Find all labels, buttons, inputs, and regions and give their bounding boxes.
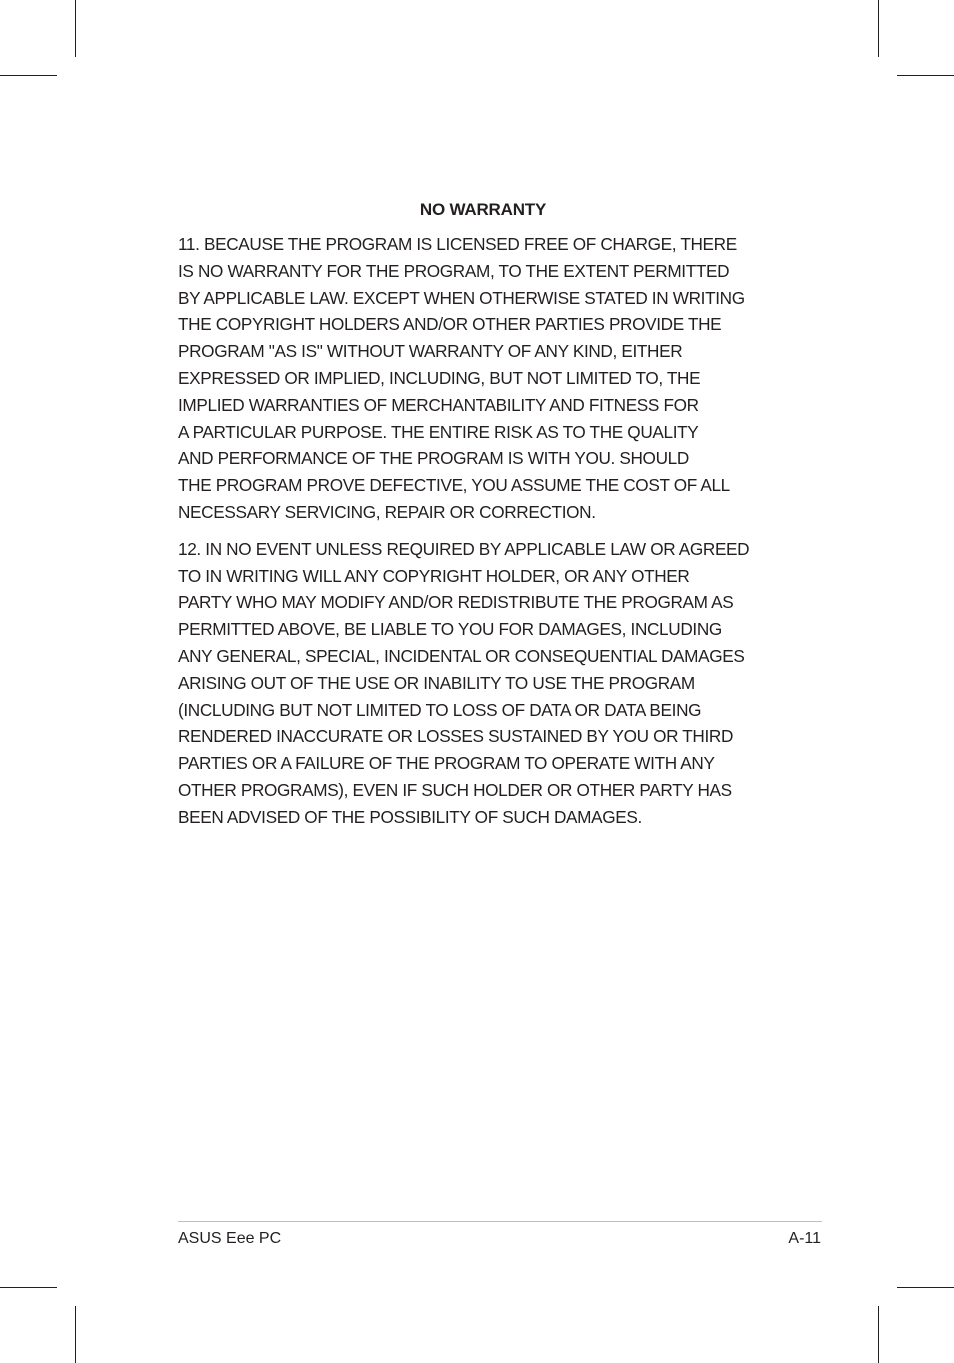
document-body	[178, 199, 788, 841]
paragraph-line: IMPLIED WARRANTIES OF MERCHANTABILITY AND FITNESS FOR	[178, 394, 699, 415]
crop-mark-top-left-vertical	[75, 0, 76, 57]
paragraph-line: A PARTICULAR PURPOSE. THE ENTIRE RISK AS TO THE QUALITY	[178, 421, 699, 442]
crop-mark-bottom-right-horizontal	[897, 1287, 954, 1288]
footer-page-number: A-11	[788, 1230, 821, 1247]
paragraph-line: PERMITTED ABOVE, BE LIABLE TO YOU FOR DAMAGES, INCLUDING	[178, 619, 722, 640]
paragraph-line: PARTIES OR A FAILURE OF THE PROGRAM TO OPERATE WITH ANY	[178, 753, 715, 774]
paragraph-line: OTHER PROGRAMS), EVEN IF SUCH HOLDER OR OTHER PARTY HAS	[178, 779, 732, 800]
footer-divider	[178, 1221, 822, 1222]
paragraph-line: PARTY WHO MAY MODIFY AND/OR REDISTRIBUTE THE PROGRAM AS	[178, 592, 734, 613]
paragraph-line: TO IN WRITING WILL ANY COPYRIGHT HOLDER, OR ANY OTHER	[178, 565, 690, 586]
paragraph-line: AND PERFORMANCE OF THE PROGRAM IS WITH YOU. SHOULD	[178, 448, 689, 469]
crop-mark-bottom-left-vertical	[75, 1306, 76, 1363]
paragraph-line: ANY GENERAL, SPECIAL, INCIDENTAL OR CONSEQUENTIAL DAMAGES	[178, 645, 745, 666]
paragraph-line: BEEN ADVISED OF THE POSSIBILITY OF SUCH DAMAGES.	[178, 806, 642, 827]
paragraph-line: EXPRESSED OR IMPLIED, INCLUDING, BUT NOT LIMITED TO, THE	[178, 367, 701, 388]
paragraph-line: THE PROGRAM PROVE DEFECTIVE, YOU ASSUME THE COST OF ALL	[178, 475, 730, 496]
crop-mark-top-right-vertical	[878, 0, 879, 57]
paragraph-line: IS NO WARRANTY FOR THE PROGRAM, TO THE EXTENT PERMITTED	[178, 260, 730, 281]
paragraph-11	[178, 231, 788, 526]
paragraph-line: (INCLUDING BUT NOT LIMITED TO LOSS OF DATA OR DATA BEING	[178, 699, 702, 720]
crop-mark-top-left-horizontal	[0, 75, 57, 76]
paragraph-line: RENDERED INACCURATE OR LOSSES SUSTAINED BY YOU OR THIRD	[178, 726, 734, 747]
paragraph-line: BY APPLICABLE LAW. EXCEPT WHEN OTHERWISE STATED IN WRITING	[178, 287, 745, 308]
paragraph-line: THE COPYRIGHT HOLDERS AND/OR OTHER PARTIES PROVIDE THE	[178, 314, 722, 335]
footer-product-name: ASUS Eee PC	[178, 1230, 282, 1247]
crop-mark-top-right-horizontal	[897, 75, 954, 76]
paragraph-12	[178, 536, 788, 831]
paragraph-line: NECESSARY SERVICING, REPAIR OR CORRECTION.	[178, 501, 596, 522]
crop-mark-bottom-left-horizontal	[0, 1287, 57, 1288]
paragraph-line: ARISING OUT OF THE USE OR INABILITY TO USE THE PROGRAM	[178, 672, 695, 693]
section-heading: NO WARRANTY	[419, 200, 547, 219]
paragraph-line: 12. IN NO EVENT UNLESS REQUIRED BY APPLICABLE LAW OR AGREED	[178, 538, 750, 559]
paragraph-line: 11. BECAUSE THE PROGRAM IS LICENSED FREE OF CHARGE, THERE	[178, 234, 737, 254]
crop-mark-bottom-right-vertical	[878, 1306, 879, 1363]
paragraph-line: PROGRAM "AS IS" WITHOUT WARRANTY OF ANY KIND, EITHER	[178, 341, 683, 362]
